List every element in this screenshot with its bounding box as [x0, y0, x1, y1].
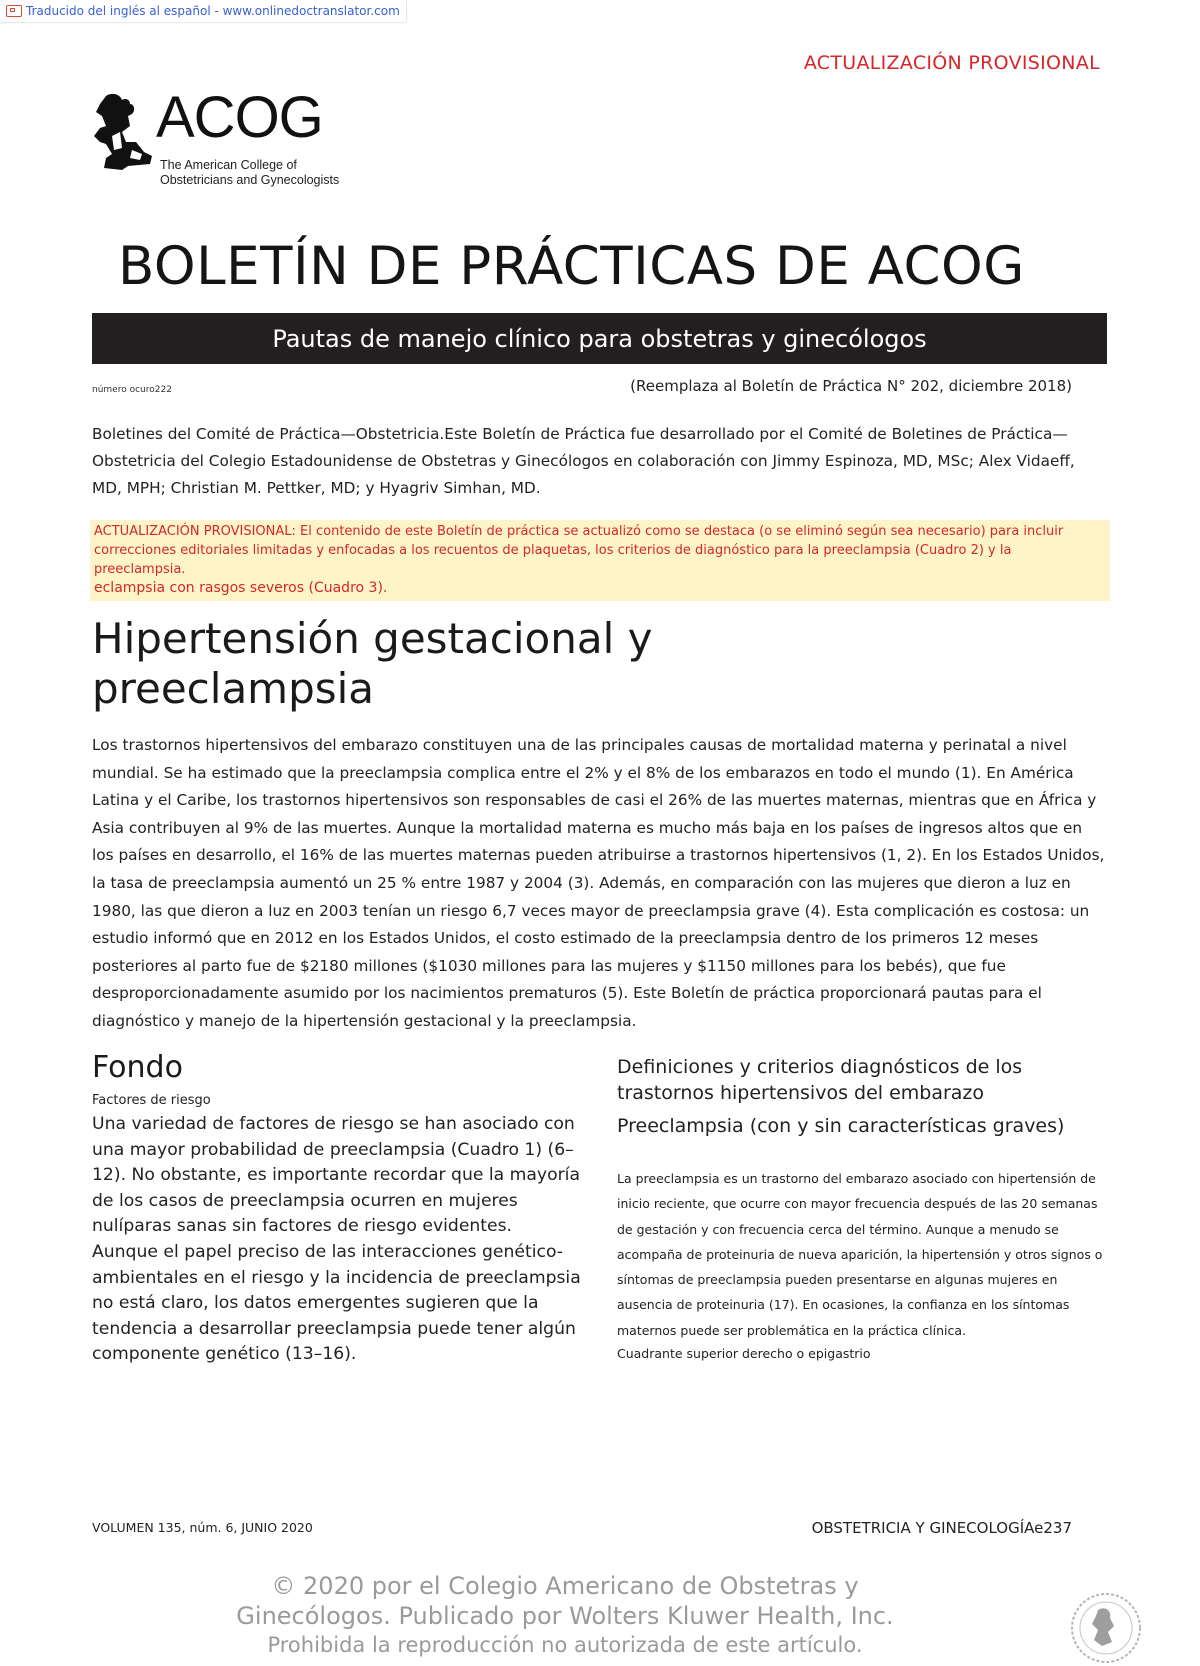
copyright-line3: Prohibida la reproducción no autorizada de este artículo. [267, 1633, 863, 1657]
acog-seal-icon [1068, 1590, 1144, 1666]
article-title: Hipertensión gestacional y preeclampsia [92, 614, 653, 713]
interim-update-line3: eclampsia con rasgos severos (Cuadro 3). [94, 580, 388, 596]
acog-org-name [160, 158, 339, 188]
definitions-heading: Definiciones y criterios diagnósticos de los trastornos hipertensivos del embarazo [617, 1056, 1023, 1104]
journal-footer: OBSTETRICIA Y GINECOLOGÍAe237 [811, 1519, 1072, 1537]
volume-footer: VOLUMEN 135, núm. 6, JUNIO 2020 [92, 1520, 313, 1535]
org-name-line2: Obstetricians and Gynecologists [160, 173, 340, 187]
bulletin-title: BOLETÍN DE PRÁCTICAS DE ACOG [118, 236, 1025, 297]
subtitle-banner [92, 313, 1107, 364]
interim-update-line2: correcciones editoriales limitadas y enfocadas a los recuentos de plaquetas, los criterios de diagnóstico para la preeclampsia (Cuadro 2) y la preeclampsia. [94, 543, 1012, 577]
subtitle-banner-text: Pautas de manejo clínico para obstetras y ginecólogos [272, 324, 927, 353]
definitions-section [617, 1054, 1107, 1365]
translate-icon [6, 5, 22, 17]
copyright-line2: Ginecólogos. Publicado por Wolters Kluwer Health, Inc. [236, 1602, 894, 1630]
preeclampsia-paragraph: La preeclampsia es un trastorno del embarazo asociado con hipertensión de inicio reciente, que ocurre con mayor frecuencia después de las 20 semanas de gestación y con frecuencia cerca del término. Aunque a menudo se acompaña de proteinuria de nueva aparición, la hipertensión y otros signos o síntomas de preeclampsia pueden presentarse en algunas mujeres en ausencia de proteinuria (17). En ocasiones, la confianza en los síntomas maternos puede ser problemática en la práctica clínica. [617, 1171, 1103, 1338]
interim-update-label: ACTUALIZACIÓN PROVISIONAL [803, 52, 1100, 74]
copyright-line1: © 2020 por el Colegio Americano de Obstetras y [271, 1572, 859, 1600]
risk-factors-paragraph: Una variedad de factores de riesgo se han asociado con una mayor probabilidad de preeclampsia (Cuadro 1) (6–12). No obstante, es importante recordar que la mayoría de los casos de preeclampsia ocurren en mujeres nulíparas sanas sin factores de riesgo evidentes. Aunque el papel preciso de las interacciones genético-ambientales en el riesgo y la incidencia de preeclampsia no está claro, los datos emergentes sugieren que la tendencia a desarrollar preeclampsia puede tener algún componente genético (13–16). [92, 1114, 581, 1365]
translator-banner-text[interactable]: Traducido del inglés al español - www.onlinedoctranslator.com [26, 4, 400, 18]
interim-update-notice [90, 520, 1110, 601]
acog-wordmark: ACOG [156, 85, 323, 150]
copyright-notice [215, 1571, 915, 1659]
background-section [92, 1050, 582, 1368]
background-heading: Fondo [92, 1050, 183, 1085]
interim-update-line1: ACTUALIZACIÓN PROVISIONAL: El contenido de este Boletín de práctica se actualizó como se destaca (o se eliminó según sea necesario) para incluir [94, 524, 1064, 539]
acog-logo [92, 85, 362, 192]
criteria-fragment: Cuadrante superior derecho o epigastrio [617, 1346, 871, 1362]
replaces-note: (Reemplaza al Boletín de Práctica N° 202, diciembre 2018) [630, 377, 1072, 395]
risk-factors-heading: Factores de riesgo [92, 1093, 211, 1108]
org-name-line1: The American College of [160, 158, 297, 172]
preeclampsia-heading: Preeclampsia (con y sin características graves) [617, 1115, 1065, 1137]
translator-banner[interactable] [0, 0, 406, 22]
intro-paragraph: Los trastornos hipertensivos del embarazo constituyen una de las principales causas de mortalidad materna y perinatal a nivel mundial. Se ha estimado que la preeclampsia complica entre el 2% y el 8% de los embarazos en todo el mundo (1). En América Latina y el Caribe, los trastornos hipertensivos son responsables de casi el 26% de las muertes maternas, mientras que en África y Asia contribuyen al 9% de las muertes. Aunque la mortalidad materna es mucho más baja en los países de ingresos altos que en los países en desarrollo, el 16% de las muertes maternas pueden atribuirse a trastornos hipertensivos (1, 2). En los Estados Unidos, la tasa de preeclampsia aumentó un 25 % entre 1987 y 2004 (3). Además, en comparación con las mujeres que dieron a luz en 1980, las que dieron a luz en 2003 tenían un riesgo 6,7 veces mayor de preeclampsia grave (4). Esta complicación es costosa: un estudio informó que en 2012 en los Estados Unidos, el costo estimado de la preeclampsia dentro de los primeros 12 meses posteriores al parto fue de $2180 millones ($1030 millones para las mujeres y $1150 millones para los bebés), que fue desproporcionadamente asumido por los nacimientos prematuros (5). Este Boletín de práctica proporcionará pautas para el diagnóstico y manejo de la hipertensión gestacional y la preeclampsia. [92, 736, 1105, 1030]
committee-credits: Boletines del Comité de Práctica—Obstetricia.Este Boletín de Práctica fue desarrollado por el Comité de Boletines de Práctica—Obstetricia del Colegio Estadounidense de Obstetras y Ginecólogos en colaboración con Jimmy Espinoza, MD, MSc; Alex Vidaeff, MD, MPH; Christian M. Pettker, MD; y Hyagriv Simhan, MD. [92, 425, 1075, 497]
bulletin-number: número ocuro222 [92, 385, 172, 395]
acog-emblem-icon [92, 92, 154, 170]
